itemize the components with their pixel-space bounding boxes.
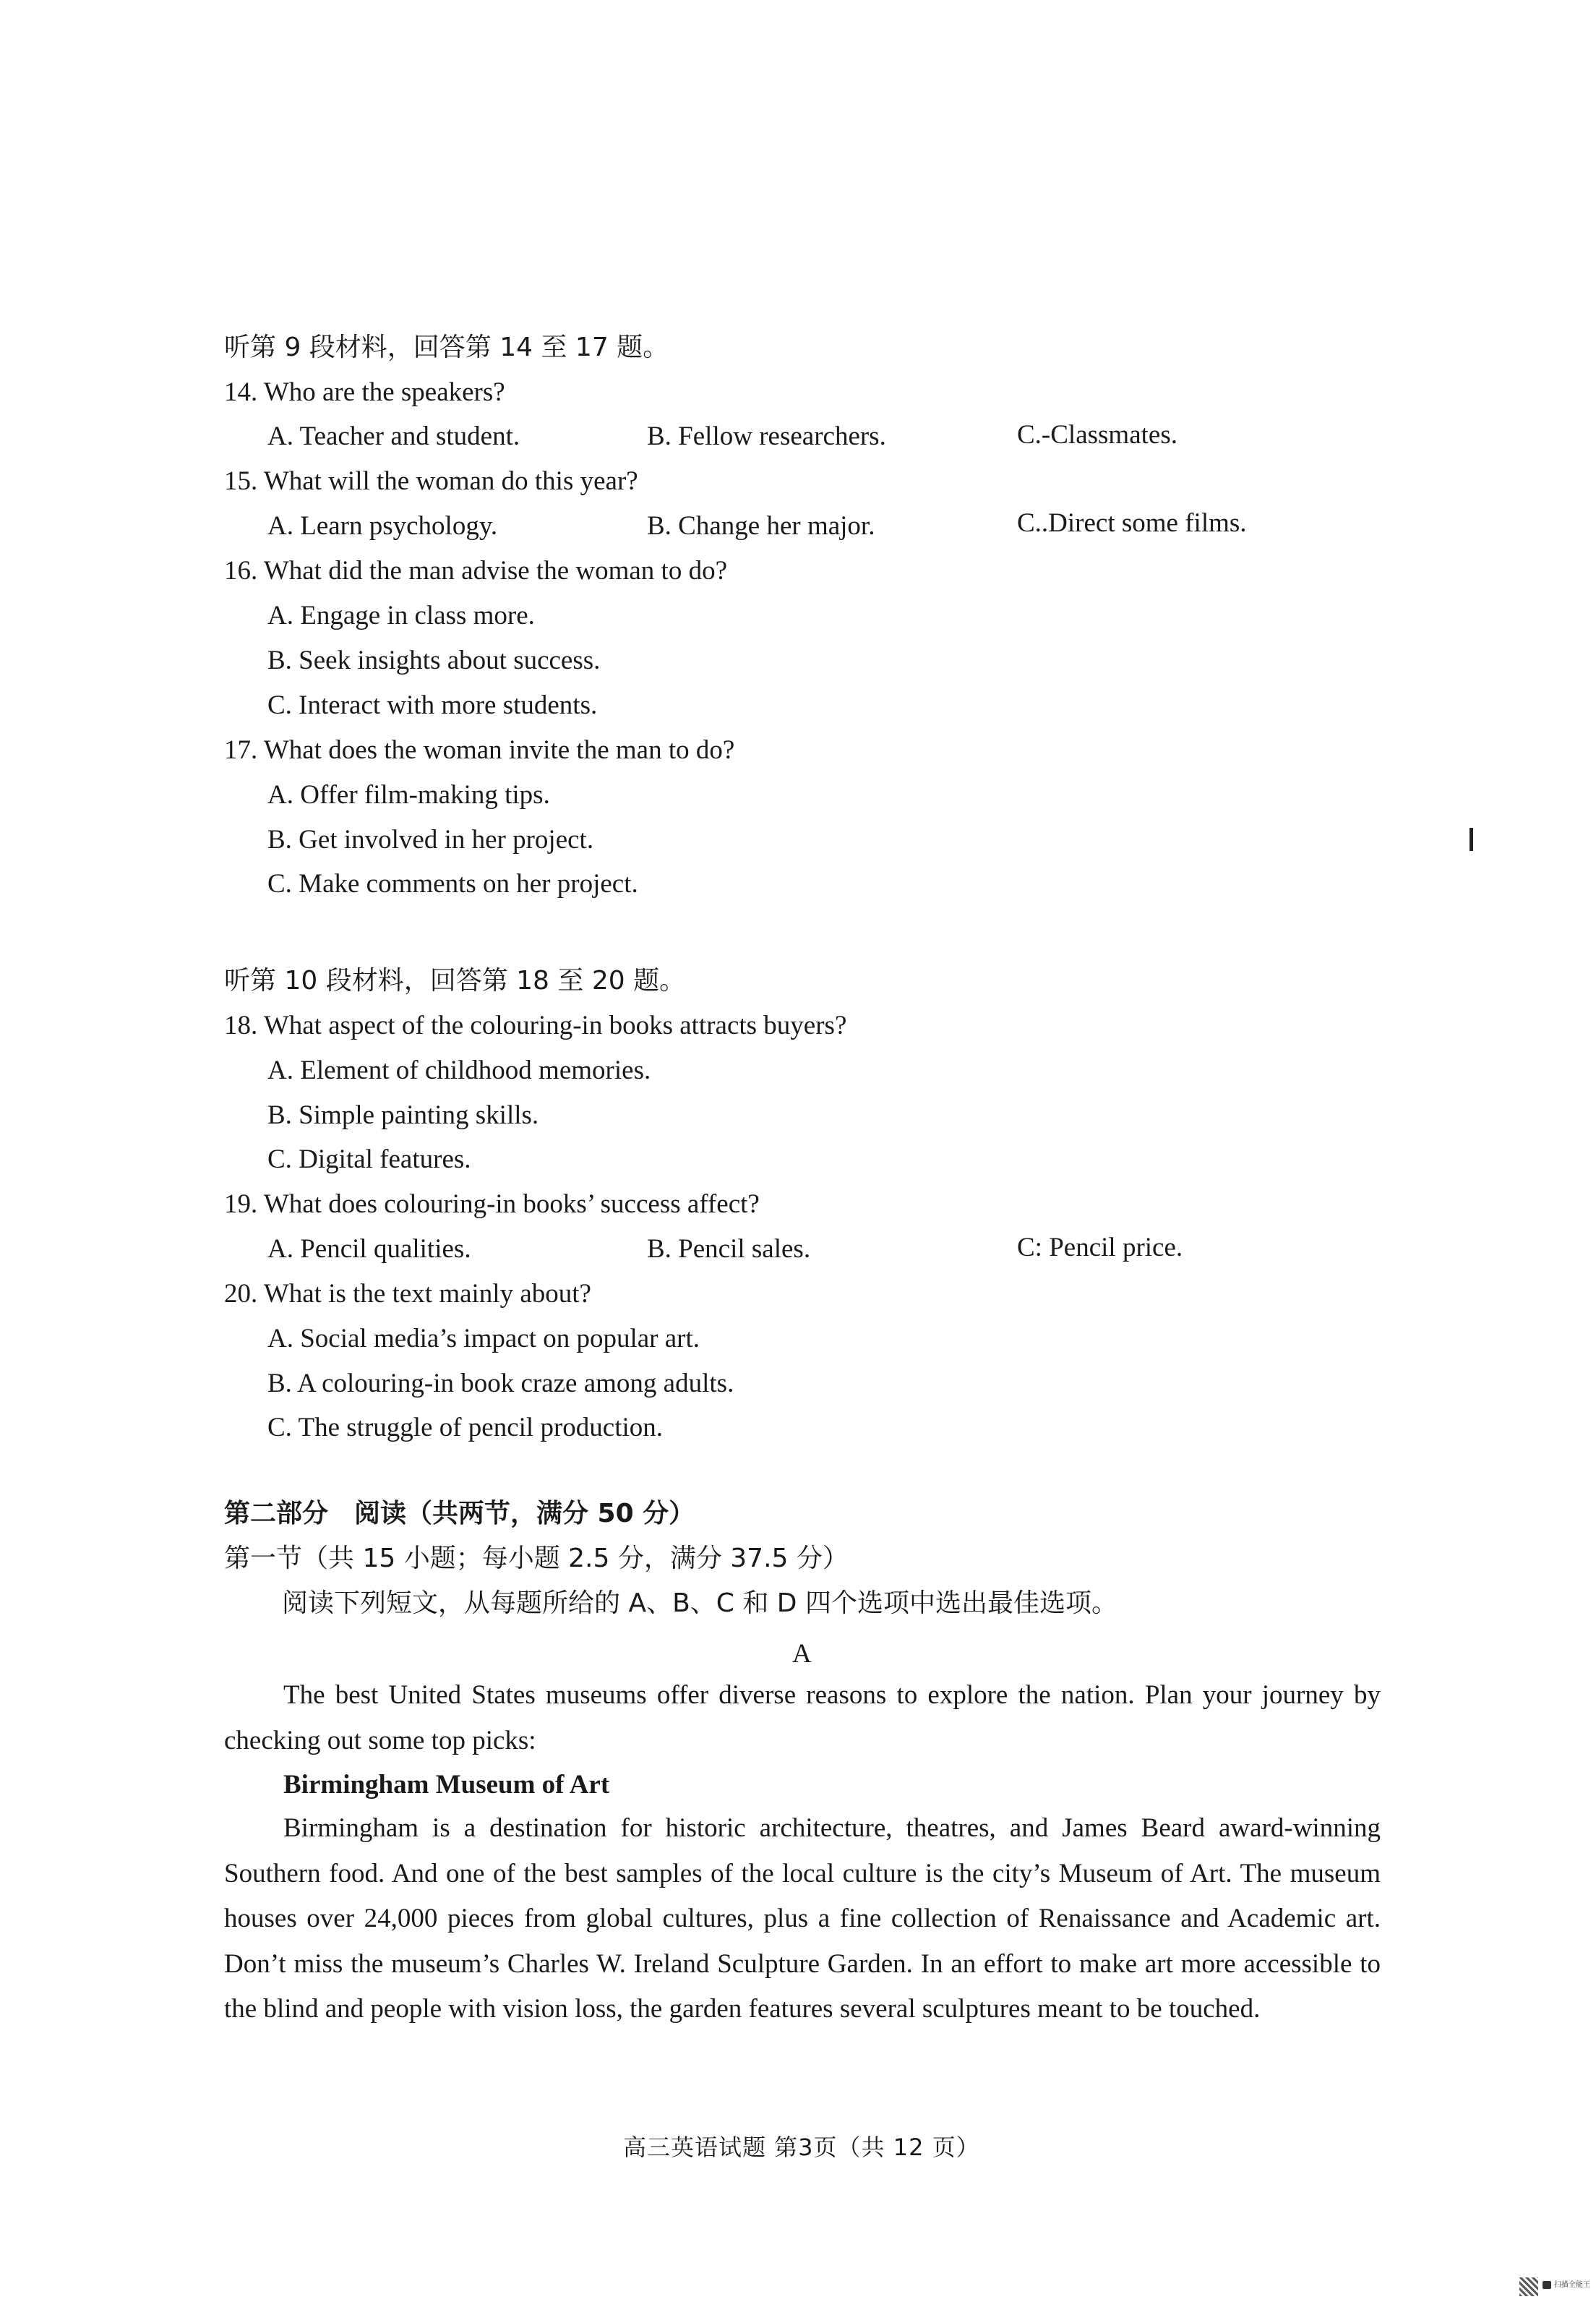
page-footer: 高三英语试题 第3页（共 12 页） [623,2134,980,2161]
question-19-option-a: A. Pencil qualities. [267,1234,471,1264]
passage-intro: The best United States museums offer diverse reasons to explore the nation. Plan your journey by checking out some top picks: [224,1680,1381,1755]
question-17-option-b: B. Get involved in her project. [267,825,594,855]
question-16-option-a: A. Engage in class more. [267,601,535,630]
part-2-section-1-title: 第一节（共 15 小题；每小题 2.5 分，满分 37.5 分） [224,1544,849,1573]
part-2-title: 第二部分 阅读（共两节，满分 50 分） [224,1499,695,1528]
qr-code-icon [1519,2277,1538,2296]
question-15-option-c: C..Direct some films. [1017,508,1247,538]
passage-label: A [792,1639,812,1669]
question-18-option-a: A. Element of childhood memories. [267,1056,651,1085]
museum-title: Birmingham Museum of Art [283,1770,610,1800]
margin-mark [1470,828,1473,851]
question-19-option-c: C: Pencil price. [1017,1233,1183,1262]
question-14-option-a: A. Teacher and student. [267,422,520,451]
question-15-option-a: A. Learn psychology. [267,511,498,541]
question-20-option-a: A. Social media’s impact on popular art. [267,1324,700,1353]
question-14-option-c: C.-Classmates. [1017,420,1177,450]
question-17-stem: 17. What does the woman invite the man to do? [224,735,735,765]
museum-paragraph: Birmingham is a destination for historic architecture, theatres, and James Beard award-winning Southern food. And one of the best samples of the local culture is the city’s Museum of Art. The museum houses over 24,000 pieces from global cultures, plus a fine collection of Renaissance and Academic art. Don’t miss the museum’s Charles W. Ireland Sculpture Garden. In an effort to make art more accessible to the blind and people with vision loss, the garden features several sculptures meant to be touched. [224,1813,1381,2024]
reading-instruction: 阅读下列短文，从每题所给的 A、B、C 和 D 四个选项中选出最佳选项。 [282,1588,1117,1618]
question-20-option-c: C. The struggle of pencil production. [267,1413,664,1442]
question-17-option-c: C. Make comments on her project. [267,869,638,899]
question-20-stem: 20. What is the text mainly about? [224,1279,591,1309]
question-14-stem: 14. Who are the speakers? [224,377,505,407]
question-16-option-b: B. Seek insights about success. [267,646,601,675]
scanner-logo-icon [1543,2281,1551,2289]
question-18-option-c: C. Digital features. [267,1144,471,1174]
question-18-option-b: B. Simple painting skills. [267,1100,539,1130]
question-15-stem: 15. What will the woman do this year? [224,466,638,496]
question-14-option-b: B. Fellow researchers. [647,422,886,451]
question-19-stem: 19. What does colouring-in books’ success affect? [224,1189,760,1219]
question-16-option-c: C. Interact with more students. [267,690,598,720]
section-9-heading: 听第 9 段材料，回答第 14 至 17 题。 [224,333,669,362]
question-18-stem: 18. What aspect of the colouring-in books attracts buyers? [224,1011,847,1040]
question-16-stem: 16. What did the man advise the woman to do? [224,556,727,586]
scanner-watermark: 扫描全能王 [1554,2281,1590,2289]
section-10-heading: 听第 10 段材料，回答第 18 至 20 题。 [224,966,686,996]
question-19-option-b: B. Pencil sales. [647,1234,811,1264]
question-20-option-b: B. A colouring-in book craze among adults. [267,1369,734,1398]
question-15-option-b: B. Change her major. [647,511,875,541]
question-17-option-a: A. Offer film-making tips. [267,780,550,810]
